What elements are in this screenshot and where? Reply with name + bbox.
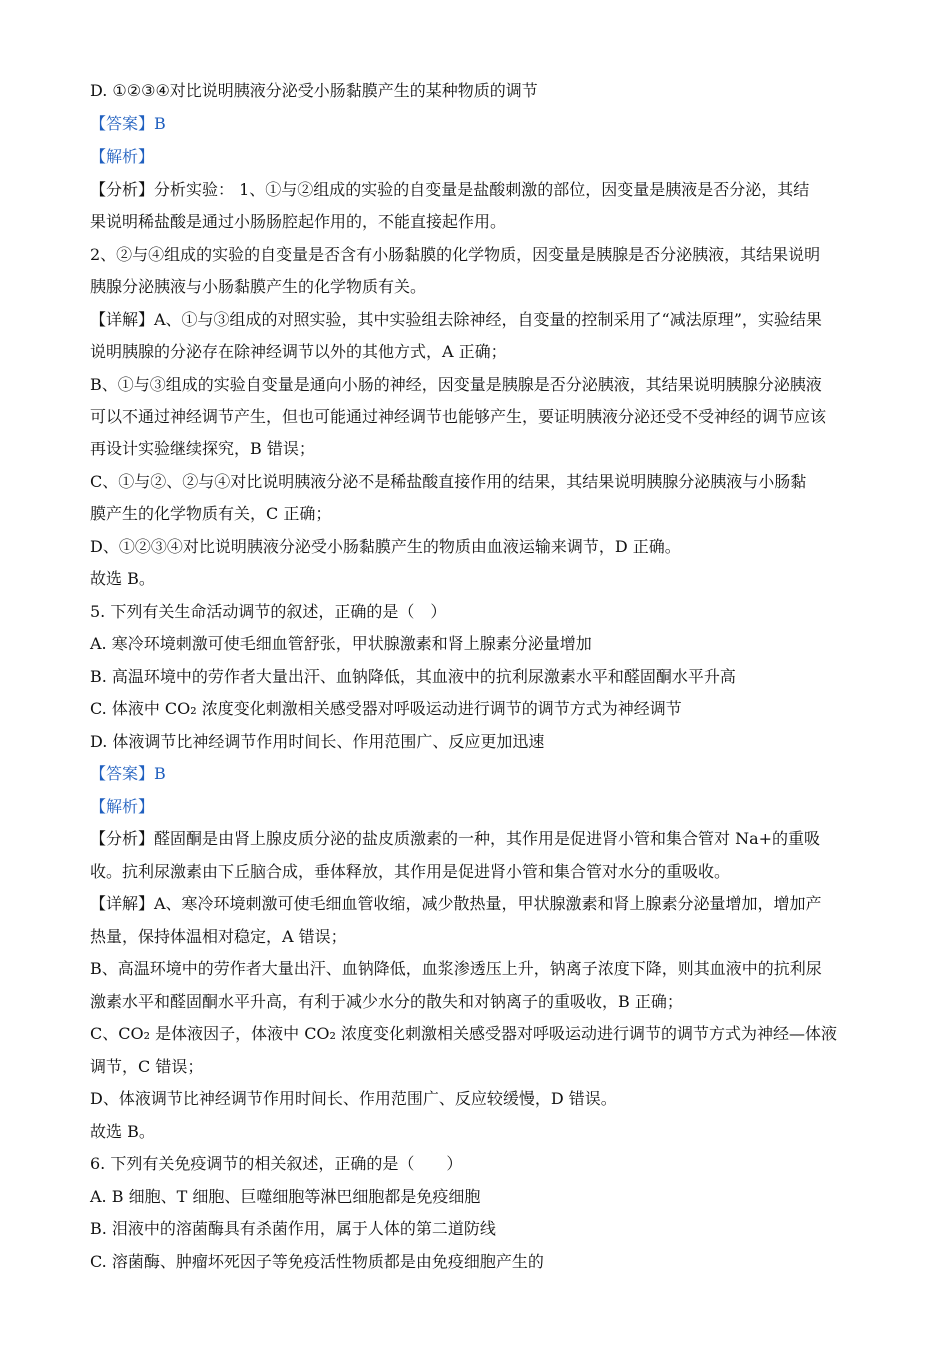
paragraph-line: 【分析】分析实验： 1、①与②组成的实验的自变量是盐酸刺激的部位，因变量是胰液是否分泌，其结 [90,180,810,199]
question-5-option-b: B. 高温环境中的劳作者大量出汗、血钠降低，其血液中的抗利尿激素水平和醛固酮水平升高 [90,667,736,686]
paragraph-line: 再设计实验继续探究，B 错误； [90,439,315,458]
paragraph-line: 【详解】A、寒冷环境刺激可使毛细血管收缩，减少散热量，甲状腺激素和肾上腺素分泌量增加，增加产 [90,894,822,913]
question-6-option-a: A. B 细胞、T 细胞、巨噬细胞等淋巴细胞都是免疫细胞 [90,1187,481,1206]
analysis-label: 【解析】 [90,797,155,816]
question-5-stem: 5. 下列有关生命活动调节的叙述，正确的是（ ） [90,602,447,621]
paragraph-line: 收。抗利尿激素由下丘脑合成，垂体释放，其作用是促进肾小管和集合管对水分的重吸收。 [90,862,731,881]
answer-label: 【答案】B [90,114,166,133]
paragraph-line: C、①与②、②与④对比说明胰液分泌不是稀盐酸直接作用的结果，其结果说明胰腺分泌胰液与小肠黏 [90,472,807,491]
paragraph-line: B、①与③组成的实验自变量是通向小肠的神经，因变量是胰腺是否分泌胰液，其结果说明胰腺分泌胰液 [90,375,822,394]
paragraph-line: 2、②与④组成的实验的自变量是否含有小肠黏膜的化学物质，因变量是胰腺是否分泌胰液，其结果说明 [90,245,821,264]
question-5-option-a: A. 寒冷环境刺激可使毛细血管舒张，甲状腺激素和肾上腺素分泌量增加 [90,634,592,653]
paragraph-line: 故选 B。 [90,569,155,588]
question-6-option-c: C. 溶菌酶、肿瘤坏死因子等免疫活性物质都是由免疫细胞产生的 [90,1252,544,1271]
question-5-option-c: C. 体液中 CO₂ 浓度变化刺激相关感受器对呼吸运动进行调节的调节方式为神经调节 [90,699,682,718]
paragraph-line: 故选 B。 [90,1122,155,1141]
paragraph-line: 【详解】A、①与③组成的对照实验，其中实验组去除神经，自变量的控制采用了“减法原理”，实验结果 [90,310,822,329]
paragraph-line: D、①②③④对比说明胰液分泌受小肠黏膜产生的物质由血液运输来调节，D 正确。 [90,537,681,556]
question-6-stem: 6. 下列有关免疫调节的相关叙述，正确的是（ ） [90,1154,463,1173]
question-5-option-d: D. 体液调节比神经调节作用时间长、作用范围广、反应更加迅速 [90,732,545,751]
paragraph-line: D、体液调节比神经调节作用时间长、作用范围广、反应较缓慢，D 错误。 [90,1089,617,1108]
analysis-label: 【解析】 [90,147,155,166]
paragraph-line: 激素水平和醛固酮水平升高，有利于减少水分的散失和对钠离子的重吸收，B 正确； [90,992,683,1011]
paragraph-line: B、高温环境中的劳作者大量出汗、血钠降低，血浆渗透压上升，钠离子浓度下降，则其血液中的抗利尿 [90,959,822,978]
paragraph-line: 胰腺分泌胰液与小肠黏膜产生的化学物质有关。 [90,277,427,296]
paragraph-line: 调节，C 错误； [90,1057,204,1076]
question-6-option-b: B. 泪液中的溶菌酶具有杀菌作用，属于人体的第二道防线 [90,1219,496,1238]
paragraph-line: 膜产生的化学物质有关，C 正确； [90,504,332,523]
paragraph-line: 果说明稀盐酸是通过小肠肠腔起作用的，不能直接起作用。 [90,212,507,231]
paragraph-line: 说明胰腺的分泌存在除神经调节以外的其他方式，A 正确； [90,342,507,361]
paragraph-line: 可以不通过神经调节产生，但也可能通过神经调节也能够产生，要证明胰液分泌还受不受神经的调节应该 [90,407,827,426]
option-d-line: D. ①②③④对比说明胰液分泌受小肠黏膜产生的某种物质的调节 [90,81,538,100]
paragraph-line: 热量，保持体温相对稳定，A 错误； [90,927,347,946]
paragraph-line: C、CO₂ 是体液因子，体液中 CO₂ 浓度变化刺激相关感受器对呼吸运动进行调节的调节方式为神经—体液 [90,1024,838,1043]
paragraph-line: 【分析】醛固酮是由肾上腺皮质分泌的盐皮质激素的一种，其作用是促进肾小管和集合管对 Na+的重吸 [90,829,821,848]
answer-label: 【答案】B [90,764,166,783]
